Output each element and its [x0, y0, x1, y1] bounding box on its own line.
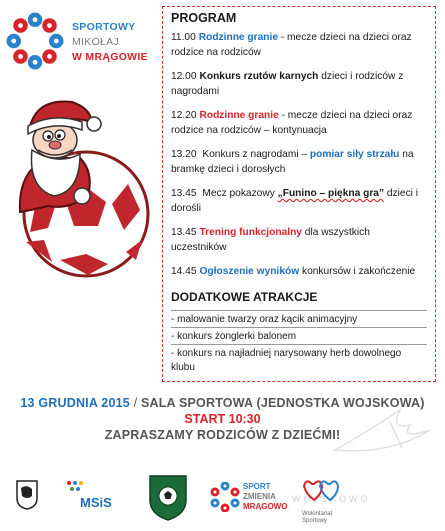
- logo-ring-icon: [6, 12, 64, 70]
- sport-line-3: MRĄGOWO: [243, 502, 288, 511]
- date-separator: /: [129, 396, 141, 410]
- event-venue: SALA SPORTOWA (JEDNOSTKA WOJSKOWA): [140, 396, 425, 410]
- logo-line-2: MIKOŁAJ: [72, 36, 120, 48]
- item-time: 11.00: [171, 32, 196, 43]
- logo-line-1: SPORTOWY: [72, 21, 136, 33]
- sport-zmienia-logo: [210, 478, 290, 522]
- event-info: [0, 396, 445, 442]
- invitation-text: ZAPRASZAMY RODZICÓW Z DZIEĆMI!: [104, 428, 341, 442]
- item-highlight: Trening funkcjonalny: [199, 227, 302, 238]
- item-text-pre: Mecz pokazowy: [199, 188, 278, 199]
- msis-dots-icon: [66, 480, 86, 494]
- volunteer-hearts-icon: [302, 476, 346, 506]
- item-highlight: Konkurs rzutów karnych: [199, 71, 319, 82]
- program-item: [171, 70, 427, 99]
- city-crest-icon: [16, 480, 38, 510]
- item-highlight: Ogłoszenie wyników: [199, 266, 300, 277]
- item-time: 14.45: [171, 266, 197, 277]
- sponsor-logos: [0, 470, 445, 528]
- item-time: 13.45: [171, 227, 197, 238]
- program-item: [171, 265, 427, 280]
- item-text: - mecze dzieci na dzieci oraz rodzice na rodziców: [171, 32, 412, 58]
- item-time: 12.20: [171, 110, 197, 121]
- item-text: dzieci i dorośli: [171, 188, 419, 214]
- santa-football-illustration: [8, 92, 160, 284]
- extras-item: - konkurs na najładniej narysowany herb dowolnego klubu: [171, 347, 402, 373]
- sport-line-1: SPORT: [243, 482, 271, 491]
- wolontariat-text: Wolontariat Sportowy: [302, 511, 333, 524]
- sport-line-2: ZMIENIA: [243, 492, 276, 501]
- item-text: dzieci i rodziców z nagrodami: [171, 71, 404, 97]
- item-time: 13.45: [171, 188, 197, 199]
- program-title: PROGRAM: [171, 11, 237, 25]
- date-venue-line: [0, 396, 445, 410]
- event-logo: [6, 6, 156, 80]
- item-text: dla wszystkich uczestników: [171, 227, 370, 253]
- sport-ring-icon: [210, 482, 240, 512]
- logo-text: [72, 20, 148, 65]
- item-text: konkursów i zakończenie: [299, 266, 416, 277]
- extras-item: - konkurs żonglerki balonem: [171, 328, 427, 345]
- item-text: - mecze dzieci na dzieci oraz rodzice na rodziców – kontynuacja: [171, 110, 413, 136]
- faded-text: WOJSKOWO: [292, 494, 371, 504]
- start-time: START 10:30: [184, 412, 261, 426]
- item-highlight: „Funino – piękna gra”: [277, 188, 385, 199]
- item-highlight: Rodzinne granie: [198, 32, 278, 43]
- wolontariat-logo: [302, 476, 350, 522]
- program-item: [171, 148, 427, 177]
- extras-list: [171, 310, 427, 375]
- logo-line-3: W MRĄGOWIE: [72, 51, 148, 63]
- msis-text: MSiS: [80, 495, 112, 510]
- program-item: [171, 187, 427, 216]
- football-club-crest-icon: [148, 474, 188, 522]
- program-item: [171, 109, 427, 138]
- program-item: [171, 31, 427, 60]
- item-text-pre: Konkurs z nagrodami –: [199, 149, 310, 160]
- program-box: [162, 6, 436, 382]
- item-text: na bramkę dzieci i dorosłych: [171, 149, 414, 175]
- item-time: 12.00: [171, 71, 197, 82]
- item-highlight: Rodzinne granie: [199, 110, 279, 121]
- msis-logo: [66, 480, 126, 510]
- item-time: 13.20: [171, 149, 197, 160]
- program-item: [171, 226, 427, 255]
- extras-item: - malowanie twarzy oraz kącik animacyjny: [171, 311, 427, 328]
- extras-title: DODATKOWE ATRAKCJE: [171, 289, 318, 304]
- event-date: 13 GRUDNIA 2015: [20, 396, 130, 410]
- item-highlight: pomiar siły strzału: [309, 149, 400, 160]
